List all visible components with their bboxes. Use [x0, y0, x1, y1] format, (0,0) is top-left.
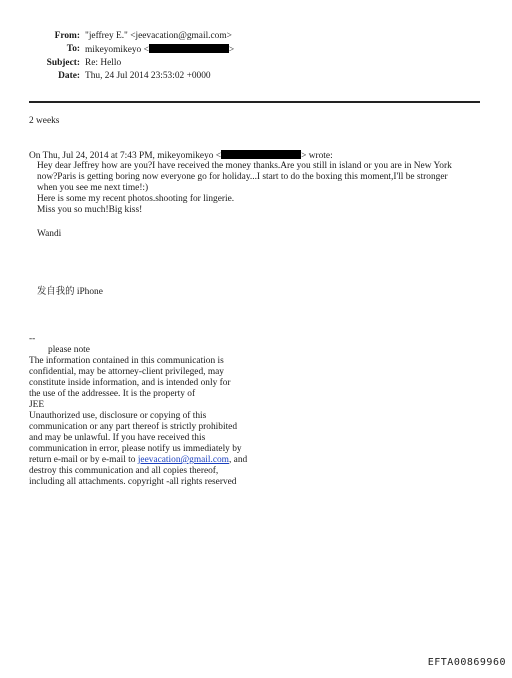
- disclaimer-email-prefix: return e-mail or by e-mail to: [29, 455, 138, 465]
- subject-value: Re: Hello: [85, 57, 122, 68]
- disclaimer-line: communication or any part thereof is strictly prohibited: [29, 422, 238, 432]
- reply-text: 2 weeks: [29, 116, 60, 126]
- quoted-message: [37, 161, 452, 216]
- disclaimer-line: destroy this communication and all copies thereof,: [29, 466, 219, 476]
- to-value: [85, 44, 234, 56]
- to-value-prefix: mikeyomikeyo <: [85, 45, 149, 56]
- disclaimer-line: constitute inside information, and is intended only for: [29, 378, 231, 388]
- header-divider: [29, 101, 480, 103]
- redaction-box: [221, 150, 301, 159]
- subject-row: [0, 58, 512, 71]
- to-row: [0, 44, 512, 57]
- disclaimer-line: the use of the addressee. It is the property of: [29, 389, 196, 399]
- disclaimer-line: and may be unlawful. If you have received this: [29, 433, 206, 443]
- disclaimer-line: including all attachments. copyright -all rights reserved: [29, 477, 237, 487]
- quoted-line: Here is some my recent photos.shooting for lingerie.: [37, 194, 235, 204]
- signature-separator: --: [29, 334, 36, 344]
- signature-name: Wandi: [37, 229, 62, 239]
- to-label: To:: [66, 44, 80, 55]
- disclaimer-line: confidential, may be attorney-client privileged, may: [29, 367, 224, 377]
- disclaimer-email-line: [29, 455, 247, 466]
- date-value: Thu, 24 Jul 2014 23:53:02 +0000: [85, 71, 211, 82]
- quoted-line: Miss you so much!Big kiss!: [37, 205, 143, 215]
- from-value: "jeffrey E." <jeevacation@gmail.com>: [85, 31, 232, 41]
- disclaimer-line: JEE: [29, 400, 45, 410]
- disclaimer-line: Unauthorized use, disclosure or copying of this: [29, 411, 207, 421]
- to-value-suffix: >: [228, 45, 235, 56]
- from-row: [0, 31, 512, 44]
- date-label: Date:: [58, 71, 80, 82]
- please-note: please note: [48, 345, 90, 355]
- disclaimer-line: The information contained in this communication is: [29, 356, 224, 366]
- disclaimer-email-suffix: , and: [228, 455, 248, 465]
- sent-from-line: 发自我的 iPhone: [37, 287, 103, 297]
- quoted-line: Hey dear Jeffrey how are you?I have received the money thanks.Are you still in island or you are in New York: [37, 161, 452, 171]
- attribution-prefix: On Thu, Jul 24, 2014 at 7:43 PM, mikeyomikeyo <: [29, 151, 222, 161]
- document-id: EFTA00869960: [427, 657, 506, 668]
- quoted-line: now?Paris is getting boring now everyone go for holiday...I start to do the boxing this moment,I'll be stronger: [37, 172, 448, 182]
- email-link[interactable]: jeevacation@gmail.com: [137, 455, 229, 465]
- from-label: From:: [54, 31, 80, 41]
- legal-disclaimer: [29, 356, 247, 488]
- quoted-line: when you see me next time!:): [37, 183, 149, 193]
- attribution-suffix: > wrote:: [301, 151, 333, 161]
- disclaimer-line: communication in error, please notify us immediately by: [29, 444, 242, 454]
- subject-label: Subject:: [46, 57, 80, 68]
- redaction-box: [149, 44, 229, 53]
- email-header: [0, 31, 512, 85]
- date-row: [0, 71, 512, 84]
